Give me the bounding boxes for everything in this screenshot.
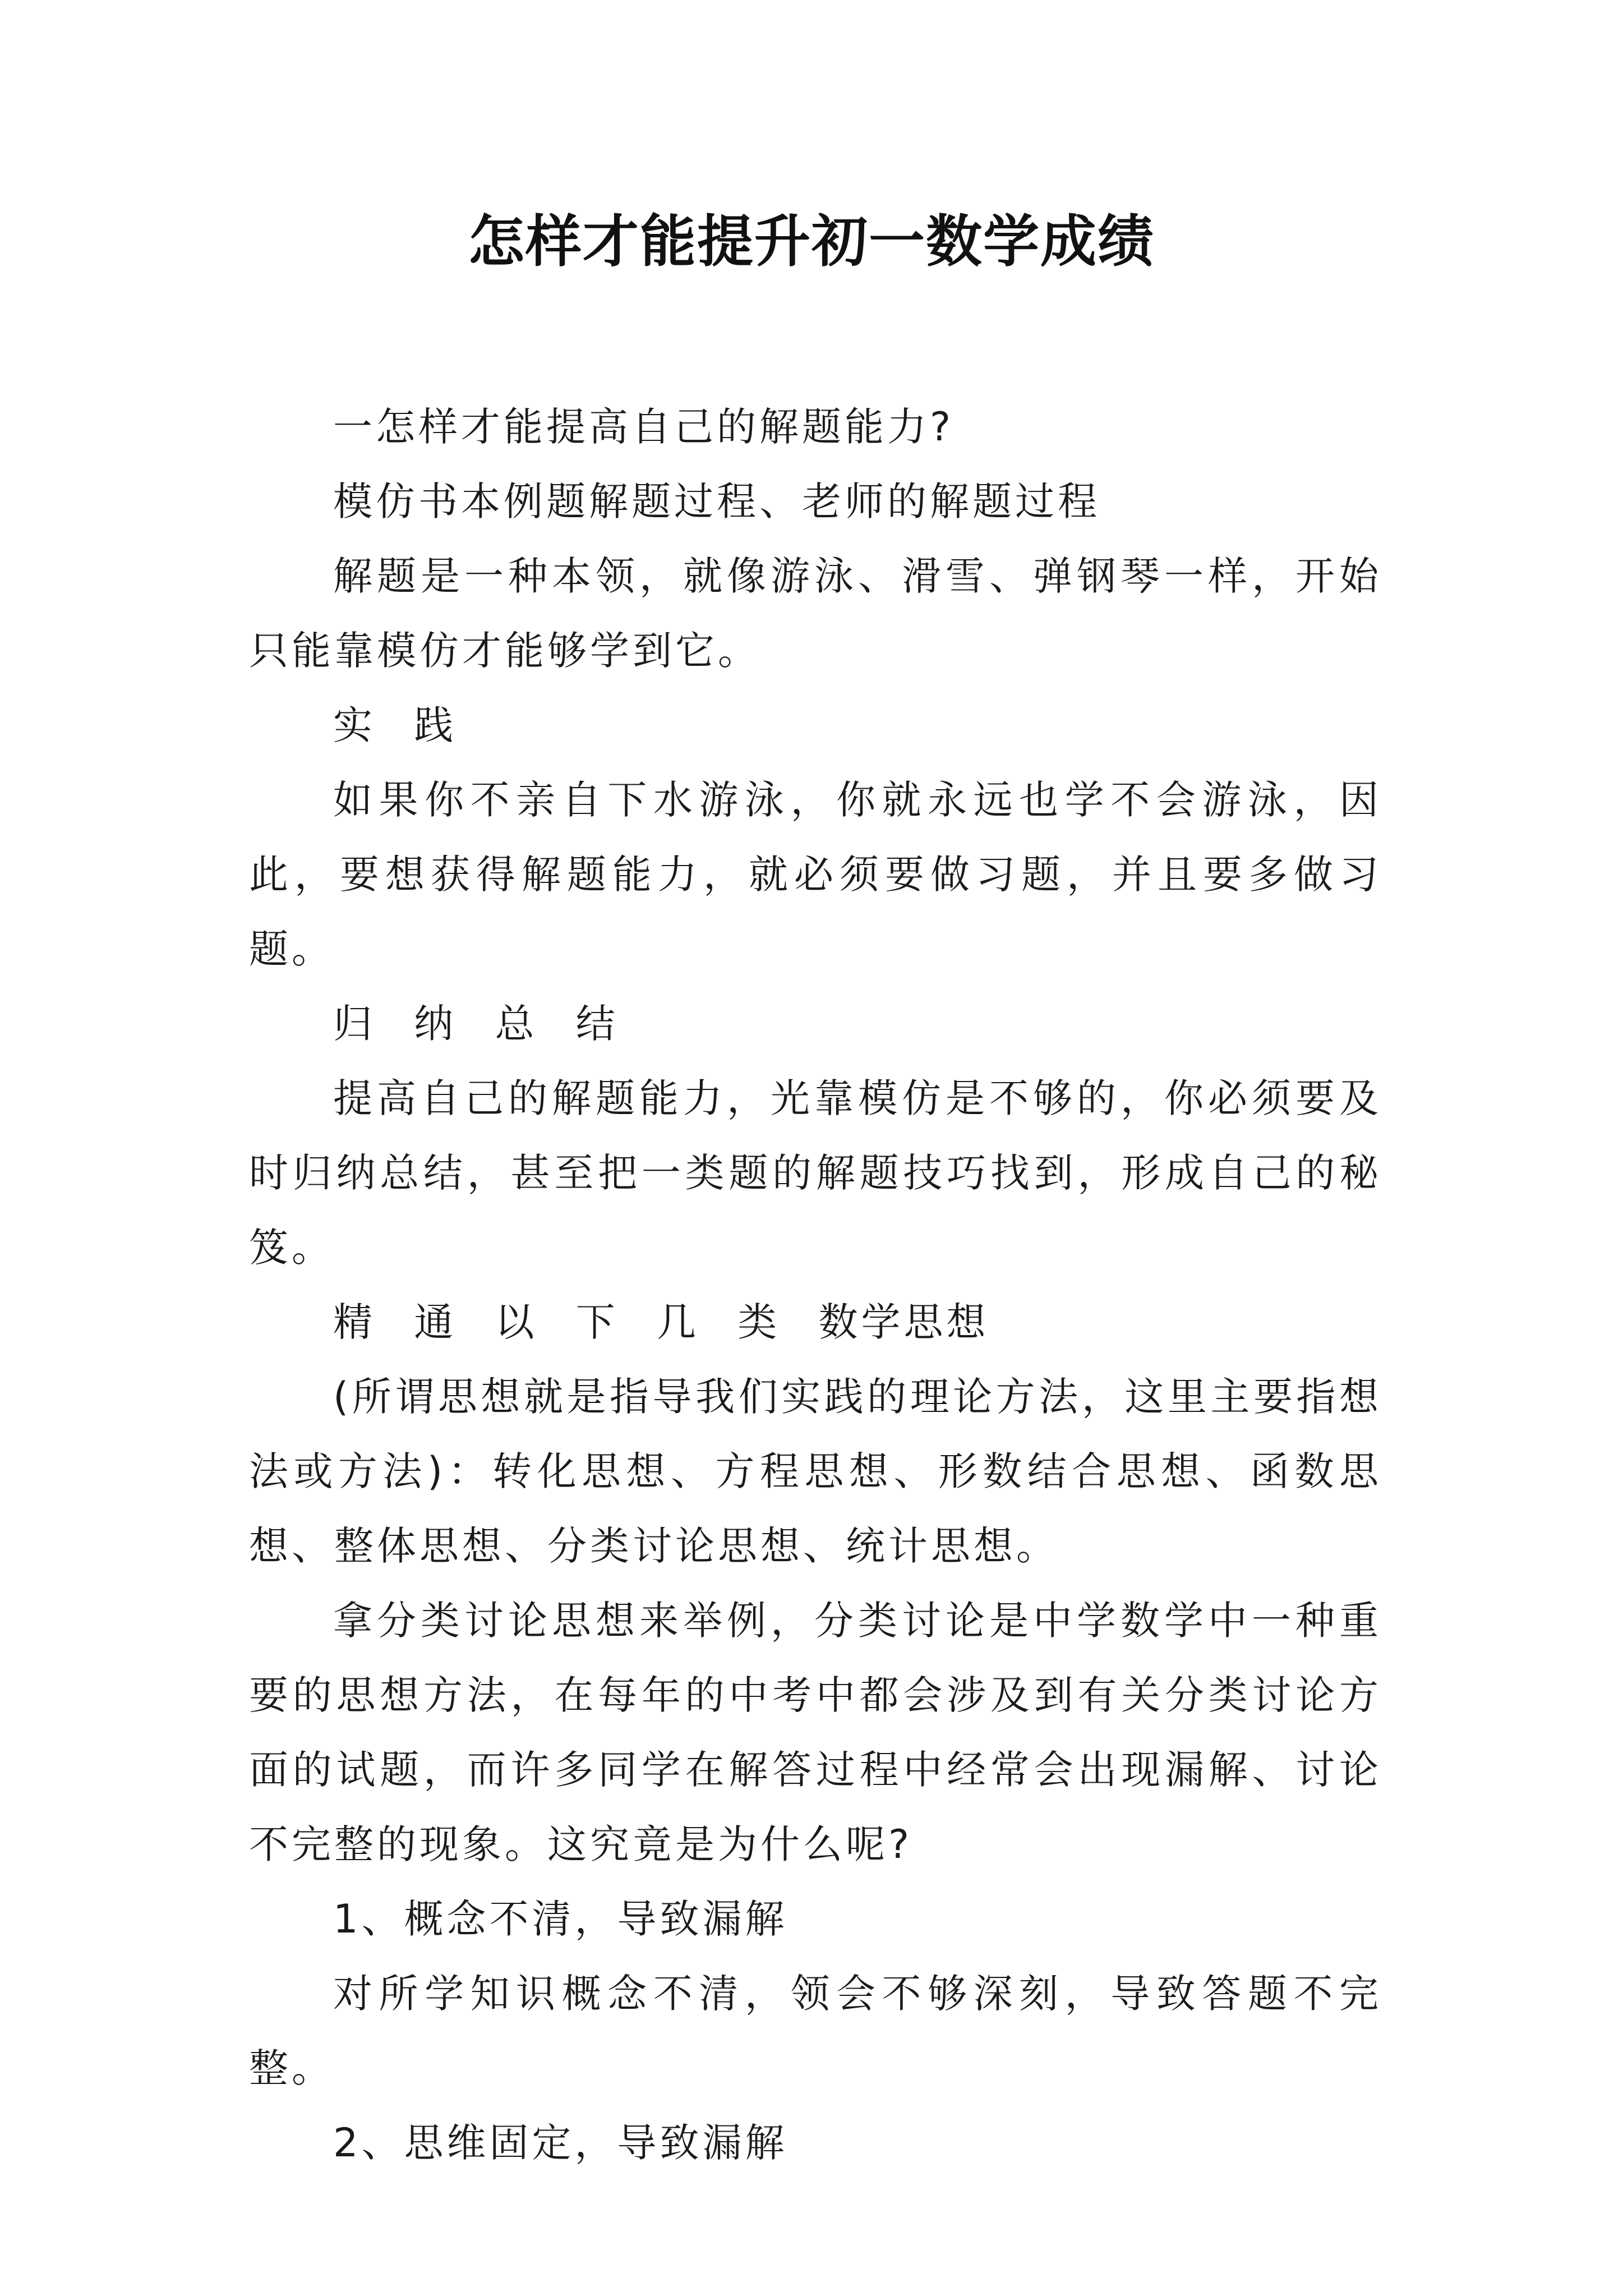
heading-math-thinking: 精 通 以 下 几 类 数学思想 xyxy=(333,1299,989,1345)
heading-practice: 实 践 xyxy=(333,702,457,748)
heading-summary: 归 纳 总 结 xyxy=(333,1001,619,1047)
page-title: 怎样才能提升初一数学成绩 xyxy=(468,208,1155,274)
paragraph-question: 一怎样才能提高自己的解题能力? xyxy=(333,404,955,450)
heading-reason-1: 1、概念不清，导致漏解 xyxy=(333,1896,788,1942)
heading-reason-2: 2、思维固定，导致漏解 xyxy=(333,2120,788,2166)
paragraph-practice: 如果你不亲自下水游泳，你就永远也学不会游泳，因此，要想获得解题能力，就必须要做习题，并且要多做习题。 xyxy=(249,777,1382,972)
paragraph-math-thinking: (所谓思想就是指导我们实践的理论方法，这里主要指想法或方法)：转化思想、方程思想、形数结合思想、函数思想、整体思想、分类讨论思想、统计思想。 xyxy=(249,1374,1382,1569)
document-body xyxy=(249,390,1382,2180)
heading-imitation: 模仿书本例题解题过程、老师的解题过程 xyxy=(333,478,1100,524)
paragraph-reason-1: 对所学知识概念不清，领会不够深刻，导致答题不完整。 xyxy=(249,1971,1382,2091)
paragraph-imitation: 解题是一种本领，就像游泳、滑雪、弹钢琴一样，开始只能靠模仿才能够学到它。 xyxy=(249,553,1382,674)
paragraph-summary: 提高自己的解题能力，光靠模仿是不够的，你必须要及时归纳总结，甚至把一类题的解题技巧找到，形成自己的秘笈。 xyxy=(249,1075,1382,1271)
paragraph-classification-example: 拿分类讨论思想来举例，分类讨论是中学数学中一种重要的思想方法，在每年的中考中都会涉及到有关分类讨论方面的试题，而许多同学在解答过程中经常会出现漏解、讨论不完整的现象。这究竟是为什么呢? xyxy=(249,1598,1382,1867)
